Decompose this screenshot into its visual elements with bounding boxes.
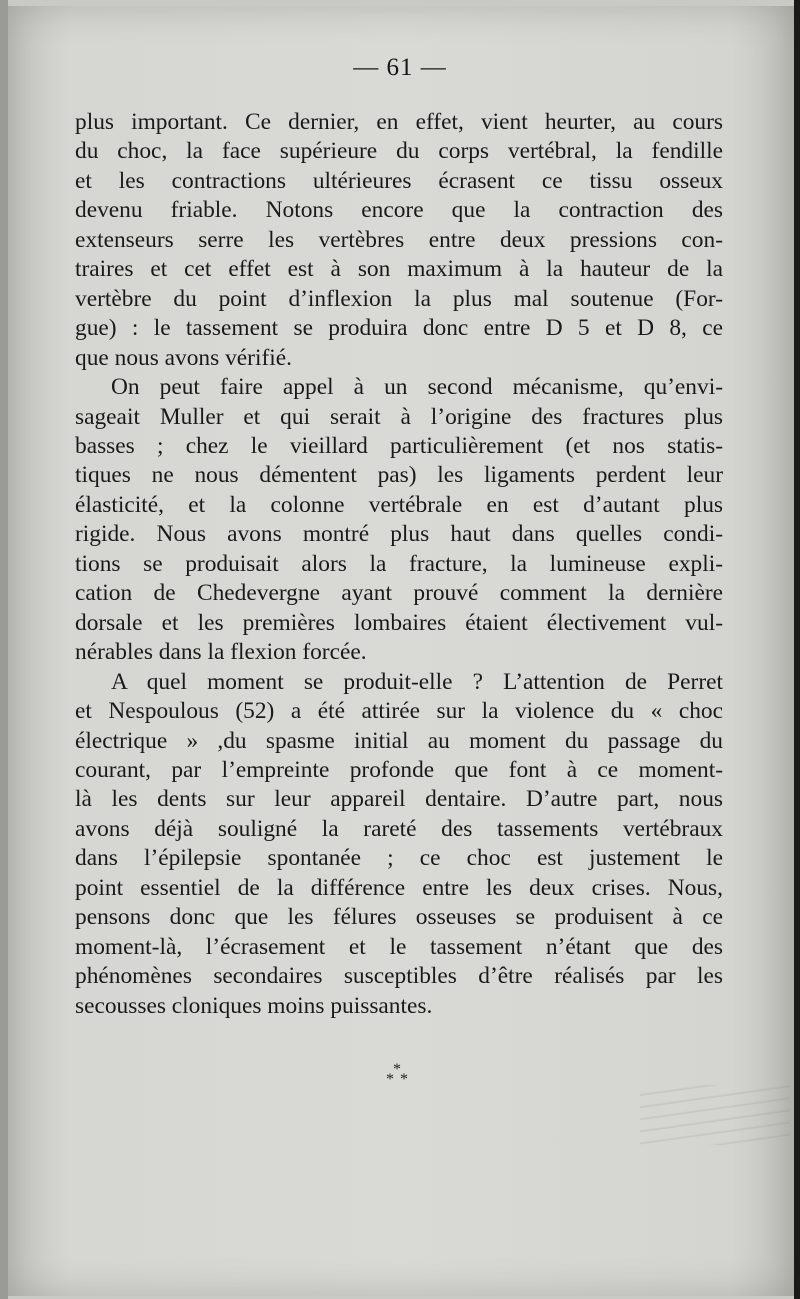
text-line: extenseurs serre les vertèbres entre deux pressions con- (75, 226, 723, 253)
text-line: tions se produisait alors la fracture, la lumineuse expli- (75, 550, 723, 577)
page-number: — 61 — (353, 54, 447, 81)
text-line: phénomènes secondaires susceptibles d’être réalisés par les (75, 963, 723, 990)
text-line: moment-là, l’écrasement et le tassement n’étant que des (75, 933, 723, 960)
text-line: élasticité, et la colonne vertébrale en est d’autant plus (75, 491, 723, 518)
text-line: que nous avons vérifié. (75, 344, 292, 371)
text-line: courant, par l’empreinte profonde que font à ce moment- (75, 756, 723, 783)
bleed-through-text (640, 1085, 790, 1145)
text-line: rigide. Nous avons montré plus haut dans quelles condi- (75, 521, 723, 548)
asterism-star: * (400, 1071, 408, 1088)
text-line: électrique » ,du spasme initial au moment du passage du (75, 727, 723, 754)
text-line: nérables dans la flexion forcée. (75, 639, 367, 666)
text-line: avons déjà souligné la rareté des tassements vertébraux (75, 815, 723, 842)
text-line: secousses cloniques moins puissantes. (75, 992, 433, 1019)
asterism-star: * (393, 1061, 401, 1078)
text-line: du choc, la face supérieure du corps vertébral, la fendille (75, 138, 723, 165)
text-line: devenu friable. Notons encore que la contraction des (75, 197, 723, 224)
text-line: dans l’épilepsie spontanée ; ce choc est justement le (75, 845, 723, 872)
left-page-edge (0, 0, 8, 1299)
text-line: On peut faire appel à un second mécanisme, qu’envi- (111, 374, 723, 401)
asterism-star: * (386, 1071, 394, 1088)
text-line: sageait Muller et qui serait à l’origine des fractures plus (75, 403, 723, 430)
right-page-edge (794, 0, 800, 1299)
text-line: traires et cet effet est à son maximum à la hauteur de la (75, 256, 723, 283)
text-line: vertèbre du point d’inflexion la plus mal soutenue (For- (75, 285, 723, 312)
text-line: basses ; chez le vieillard particulièrement (et nos statis- (75, 432, 723, 459)
section-break-asterism (376, 1062, 426, 1098)
body-text (75, 108, 723, 1021)
text-line: A quel moment se produit-elle ? L’attention de Perret (111, 668, 723, 695)
text-line: et les contractions ultérieures écrasent ce tissu osseux (75, 167, 723, 194)
text-line: plus important. Ce dernier, en effet, vient heurter, au cours (75, 109, 723, 135)
text-line: dorsale et les premières lombaires étaient électivement vul- (75, 609, 723, 636)
text-line: pensons donc que les félures osseuses se produisent à ce (75, 904, 723, 931)
text-line: et Nespoulous (52) a été attirée sur la violence du « choc (75, 698, 723, 725)
text-line: gue) : le tassement se produira donc entre D 5 et D 8, ce (75, 315, 723, 342)
text-line: là les dents sur leur appareil dentaire. D’autre part, nous (75, 786, 723, 813)
text-line: point essentiel de la différence entre les deux crises. Nous, (75, 874, 723, 901)
text-line: cation de Chedevergne ayant prouvé comment la dernière (75, 580, 723, 607)
text-line: tiques ne nous démentent pas) les ligaments perdent leur (75, 462, 723, 489)
